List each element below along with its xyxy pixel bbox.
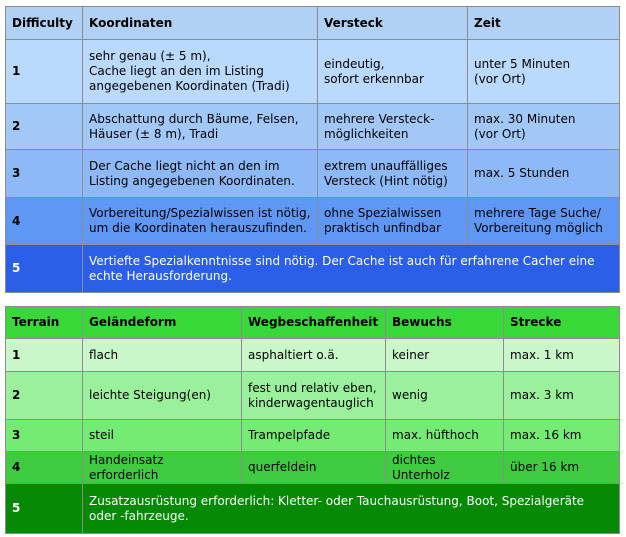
bewuchs-cell: dichtes Unterholz	[386, 452, 504, 484]
bewuchs-cell: wenig	[386, 372, 504, 420]
wegbeschaffenheit-cell: Trampelpfade	[242, 420, 386, 452]
difficulty-level: 1	[6, 40, 83, 104]
difficulty-row-4	[6, 198, 620, 245]
difficulty-header-versteck: Versteck	[318, 7, 468, 40]
versteck-cell: extrem unauffälliges Versteck (Hint nötig)	[318, 150, 468, 198]
zeit-cell: mehrere Tage Suche/ Vorbereitung möglich	[468, 198, 620, 245]
difficulty-header-zeit: Zeit	[468, 7, 620, 40]
wegbeschaffenheit-cell: asphaltiert o.ä.	[242, 339, 386, 372]
difficulty-table	[5, 6, 620, 293]
versteck-cell: mehrere Versteck- möglichkeiten	[318, 104, 468, 150]
terrain-header-wegbeschaffenheit: Wegbeschaffenheit	[242, 307, 386, 339]
terrain-level: 1	[6, 339, 83, 372]
versteck-cell: ohne Spezialwissen praktisch unfindbar	[318, 198, 468, 245]
difficulty-level: 5	[6, 245, 83, 293]
terrain-row-2	[6, 372, 620, 420]
terrain-header-row	[6, 307, 620, 339]
zeit-cell: max. 30 Minuten (vor Ort)	[468, 104, 620, 150]
terrain-level: 5	[6, 484, 83, 534]
terrain-row-1	[6, 339, 620, 372]
difficulty-row-2	[6, 104, 620, 150]
terrain-level: 2	[6, 372, 83, 420]
koordinaten-cell: Der Cache liegt nicht an den im Listing angegebenen Koordinaten.	[83, 150, 318, 198]
difficulty-header-row	[6, 7, 620, 40]
difficulty-row-5	[6, 245, 620, 293]
wegbeschaffenheit-cell: fest und relativ eben, kinderwagentauglich	[242, 372, 386, 420]
terrain-row-4	[6, 452, 620, 484]
terrain-span-cell: Zusatzausrüstung erforderlich: Kletter- oder Tauchausrüstung, Boot, Spezialgeräte oder -fahrzeuge.	[83, 484, 620, 534]
gelaendeform-cell: steil	[83, 420, 242, 452]
difficulty-level: 2	[6, 104, 83, 150]
difficulty-header-level: Difficulty	[6, 7, 83, 40]
terrain-level: 3	[6, 420, 83, 452]
koordinaten-cell: sehr genau (± 5 m), Cache liegt an den im Listing angegebenen Koordinaten (Tradi)	[83, 40, 318, 104]
difficulty-row-3	[6, 150, 620, 198]
bewuchs-cell: keiner	[386, 339, 504, 372]
terrain-header-gelaendeform: Geländeform	[83, 307, 242, 339]
terrain-table	[5, 306, 620, 534]
zeit-cell: max. 5 Stunden	[468, 150, 620, 198]
strecke-cell: max. 3 km	[504, 372, 620, 420]
versteck-cell: eindeutig, sofort erkennbar	[318, 40, 468, 104]
zeit-cell: unter 5 Minuten (vor Ort)	[468, 40, 620, 104]
gelaendeform-cell: Handeinsatz erforderlich	[83, 452, 242, 484]
terrain-level: 4	[6, 452, 83, 484]
difficulty-span-cell: Vertiefte Spezialkenntnisse sind nötig. Der Cache ist auch für erfahrene Cacher eine echte Herausforderung.	[83, 245, 620, 293]
terrain-header-strecke: Strecke	[504, 307, 620, 339]
strecke-cell: max. 1 km	[504, 339, 620, 372]
strecke-cell: über 16 km	[504, 452, 620, 484]
difficulty-level: 4	[6, 198, 83, 245]
terrain-row-5	[6, 484, 620, 534]
koordinaten-cell: Vorbereitung/Spezialwissen ist nötig, um die Koordinaten herauszufinden.	[83, 198, 318, 245]
difficulty-row-1	[6, 40, 620, 104]
terrain-row-3	[6, 420, 620, 452]
difficulty-header-koordinaten: Koordinaten	[83, 7, 318, 40]
difficulty-level: 3	[6, 150, 83, 198]
gelaendeform-cell: flach	[83, 339, 242, 372]
bewuchs-cell: max. hüfthoch	[386, 420, 504, 452]
koordinaten-cell: Abschattung durch Bäume, Felsen, Häuser (± 8 m), Tradi	[83, 104, 318, 150]
gelaendeform-cell: leichte Steigung(en)	[83, 372, 242, 420]
terrain-header-bewuchs: Bewuchs	[386, 307, 504, 339]
wegbeschaffenheit-cell: querfeldein	[242, 452, 386, 484]
terrain-header-level: Terrain	[6, 307, 83, 339]
strecke-cell: max. 16 km	[504, 420, 620, 452]
